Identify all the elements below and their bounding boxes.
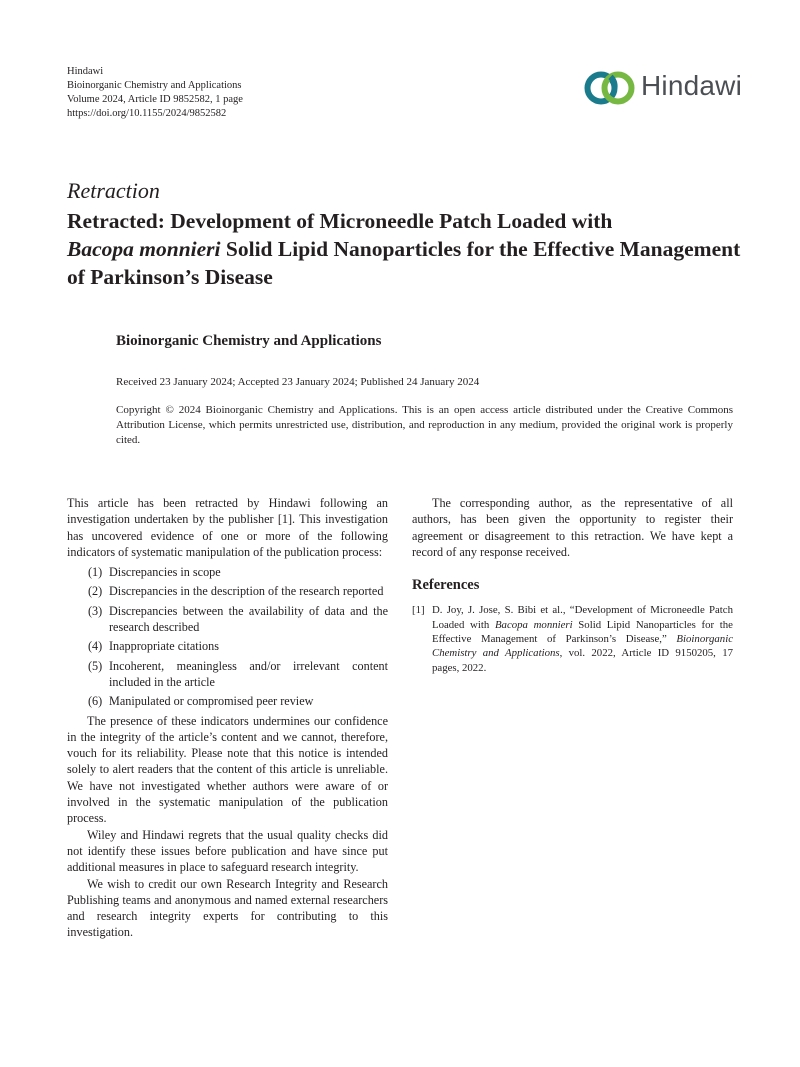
list-item — [88, 658, 388, 691]
body-left-column — [67, 495, 388, 941]
hindawi-rings-icon — [582, 66, 640, 110]
reference-item — [412, 603, 733, 674]
list-item-number: (5) — [88, 658, 103, 673]
author-line: Bioinorganic Chemistry and Applications — [116, 333, 382, 349]
list-item-number: (3) — [88, 603, 103, 618]
volume-info: Volume 2024, Article ID 9852582, 1 page — [67, 94, 243, 105]
body-paragraph: The corresponding author, as the representative of all authors, has been given the opportunity to register their agreement or disagreement to this retraction. We have kept a record of any response received. — [412, 496, 733, 559]
publisher-name: Hindawi — [67, 66, 104, 77]
publication-meta — [67, 65, 327, 121]
list-item — [88, 564, 388, 580]
references-heading: References — [412, 577, 480, 594]
article-type: Retraction — [67, 178, 160, 203]
reference-journal: Bioinorganic Chemistry and Applications — [432, 633, 733, 660]
doi-link[interactable]: https://doi.org/10.1155/2024/9852582 — [67, 108, 227, 119]
list-item — [88, 693, 388, 709]
title-part-2: Solid Lipid Nanoparticles for the Effective Management of Parkinson’s Disease — [67, 237, 741, 289]
list-item-text: Discrepancies in the description of the research reported — [109, 584, 384, 599]
indicators-list — [67, 564, 388, 709]
list-item — [88, 583, 388, 599]
list-item — [88, 603, 388, 636]
body-paragraph: Wiley and Hindawi regrets that the usual quality checks did not identify these issues before publication and have since put additional measures in place to safeguard research integrity. — [67, 827, 388, 875]
list-item-text: Inappropriate citations — [109, 639, 219, 654]
article-title — [67, 207, 747, 291]
body-paragraph: The presence of these indicators undermines our confidence in the integrity of the article’s content and we cannot, therefore, vouch for its reliability. Please note that this notice is intended solely to alert readers that the content of this article is unreliable. We have not investigated whether authors were aware of or involved in the systematic manipulation of the publication process. — [67, 713, 388, 826]
intro-paragraph: This article has been retracted by Hindawi following an investigation undertaken by the publisher [1]. This investigation has uncovered evidence of one or more of the following indicators of systematic manipulation of the publication process: — [67, 496, 388, 559]
title-species: Bacopa monnieri — [67, 237, 221, 261]
list-item-text: Incoherent, meaningless and/or irrelevant content included in the article — [109, 658, 388, 689]
reference-authors-title: D. Joy, J. Jose, S. Bibi et al., “Development of Microneedle Patch Loaded with — [432, 604, 733, 631]
hindawi-logo[interactable] — [582, 66, 742, 110]
copyright-notice: Copyright © 2024 Bioinorganic Chemistry and Applications. This is an open access article distributed under the Creative Commons Attribution License, which permits unrestricted use, distribution, and reproduction in any medium, provided the original work is properly cited. — [116, 404, 733, 446]
list-item-text: Manipulated or compromised peer review — [109, 694, 314, 709]
list-item-text: Discrepancies in scope — [109, 565, 221, 580]
list-item-number: (2) — [88, 584, 103, 599]
list-item-number: (4) — [88, 639, 103, 654]
article-dates: Received 23 January 2024; Accepted 23 January 2024; Published 24 January 2024 — [116, 376, 480, 388]
body-right-column — [412, 495, 733, 675]
reference-details: , vol. 2022, Article ID 9150205, 17 pages, 2022. — [432, 647, 733, 674]
body-paragraph: We wish to credit our own Research Integrity and Research Publishing teams and anonymous and named external researchers and research integrity experts for contributing to this investigation. — [67, 876, 388, 940]
reference-species: Bacopa monnieri — [494, 618, 573, 631]
list-item — [88, 638, 388, 654]
reference-number: [1] — [412, 604, 425, 617]
reference-title-rest: Solid Lipid Nanoparticles for the Effective Management of Parkinson’s Disease,” — [432, 618, 733, 646]
list-item-text: Discrepancies between the availability of data and the research described — [109, 603, 388, 635]
list-item-number: (1) — [88, 565, 103, 580]
logo-wordmark: Hindawi — [641, 70, 742, 101]
title-part-1: Retracted: Development of Microneedle Patch Loaded with — [67, 209, 613, 233]
journal-name: Bioinorganic Chemistry and Applications — [67, 80, 242, 91]
list-item-number: (6) — [88, 694, 103, 709]
